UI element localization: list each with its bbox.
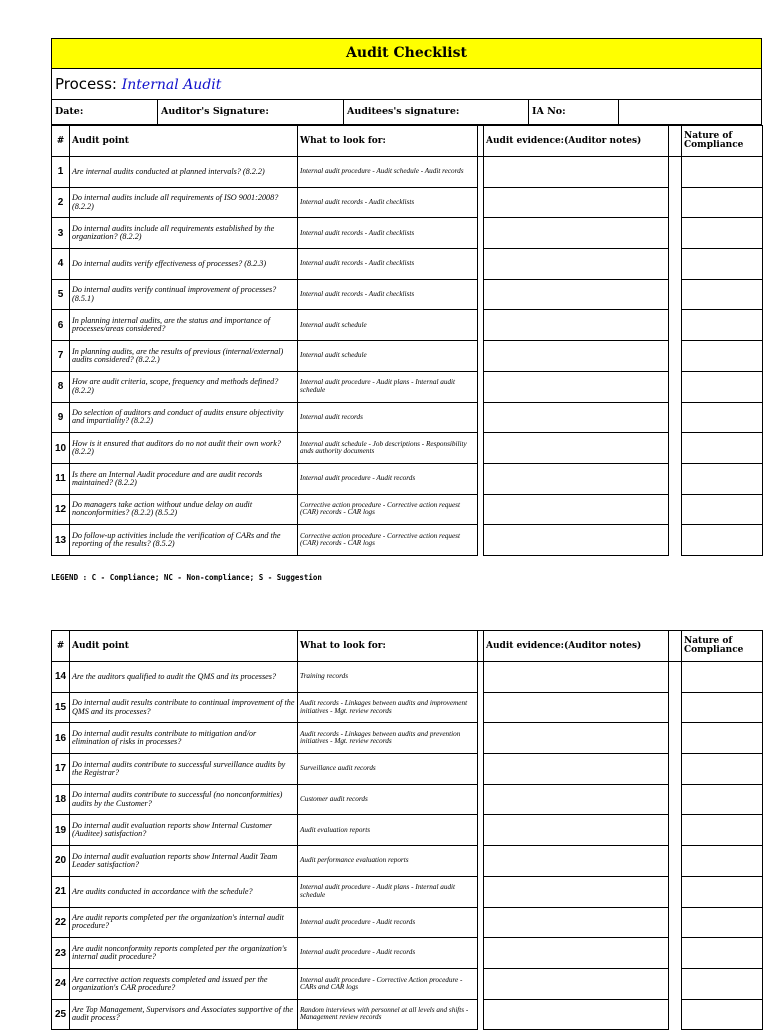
table-row bbox=[52, 876, 763, 907]
column-gap bbox=[669, 371, 682, 402]
table-row bbox=[52, 754, 763, 785]
look-for-text: Corrective action procedure - Corrective action request (CAR) records - CAR logs bbox=[298, 525, 478, 556]
audit-table-1 bbox=[51, 125, 763, 556]
row-number: 18 bbox=[52, 784, 70, 815]
audit-point-text: Do internal audits contribute to successful (no nonconformities) audits by the Customer? bbox=[70, 784, 298, 815]
compliance-cell[interactable] bbox=[682, 968, 763, 999]
compliance-cell[interactable] bbox=[682, 876, 763, 907]
row-number: 17 bbox=[52, 754, 70, 785]
row-number: 22 bbox=[52, 907, 70, 938]
table-row bbox=[52, 815, 763, 846]
compliance-cell[interactable] bbox=[682, 784, 763, 815]
look-for-text: Surveillance audit records bbox=[298, 754, 478, 785]
audit-evidence-cell[interactable] bbox=[484, 876, 669, 907]
audit-point-text: How is it ensured that auditors do no not audit their own work? (8.2.2) bbox=[70, 433, 298, 464]
compliance-cell[interactable] bbox=[682, 341, 763, 372]
col-header-look-for: What to look for: bbox=[298, 126, 478, 157]
audit-evidence-cell[interactable] bbox=[484, 371, 669, 402]
row-number: 3 bbox=[52, 218, 70, 249]
look-for-text: Corrective action procedure - Corrective action request (CAR) records - CAR logs bbox=[298, 494, 478, 525]
look-for-text: Internal audit schedule bbox=[298, 341, 478, 372]
column-gap bbox=[669, 218, 682, 249]
audit-point-text: Do internal audit evaluation reports show Internal Audit Team Leader satisfaction? bbox=[70, 846, 298, 877]
look-for-text: Audit performance evaluation reports bbox=[298, 846, 478, 877]
table-row bbox=[52, 310, 763, 341]
table-row bbox=[52, 402, 763, 433]
ia-no-value-field[interactable] bbox=[619, 100, 762, 124]
audit-point-text: In planning internal audits, are the status and importance of processes/areas considered? bbox=[70, 310, 298, 341]
audit-point-text: In planning audits, are the results of previous (internal/external) audits considered? (8.2.2.) bbox=[70, 341, 298, 372]
compliance-cell[interactable] bbox=[682, 249, 763, 280]
look-for-text: Internal audit schedule - Job descriptions - Responsibility ands authority documents bbox=[298, 433, 478, 464]
audit-evidence-cell[interactable] bbox=[484, 815, 669, 846]
column-gap bbox=[669, 463, 682, 494]
audit-point-text: Do internal audit results contribute to continual improvement of the QMS and its processes? bbox=[70, 692, 298, 723]
column-gap bbox=[669, 999, 682, 1030]
auditee-signature-field[interactable]: Auditees's signature: bbox=[344, 100, 529, 124]
column-gap bbox=[669, 126, 682, 157]
compliance-cell[interactable] bbox=[682, 938, 763, 969]
column-gap bbox=[669, 249, 682, 280]
compliance-cell[interactable] bbox=[682, 157, 763, 188]
signature-row bbox=[51, 100, 762, 125]
row-number: 15 bbox=[52, 692, 70, 723]
audit-point-text: Are audit nonconformity reports completed per the organization's internal audit procedure? bbox=[70, 938, 298, 969]
audit-point-text: Are audit reports completed per the organization's internal audit procedure? bbox=[70, 907, 298, 938]
look-for-text: Internal audit procedure - Audit records bbox=[298, 938, 478, 969]
table-row bbox=[52, 371, 763, 402]
look-for-text: Audit records - Linkages between audits and prevention initiatives - Mgt. review records bbox=[298, 723, 478, 754]
audit-point-text: Are the auditors qualified to audit the QMS and its processes? bbox=[70, 662, 298, 693]
look-for-text: Internal audit records - Audit checklists bbox=[298, 218, 478, 249]
audit-point-text: Is there an Internal Audit procedure and are audit records maintained? (8.2.2) bbox=[70, 463, 298, 494]
audit-point-text: How are audit criteria, scope, frequency and methods defined? (8.2.2) bbox=[70, 371, 298, 402]
audit-evidence-cell[interactable] bbox=[484, 279, 669, 310]
column-gap bbox=[669, 433, 682, 464]
table-header-row bbox=[52, 631, 763, 662]
audit-evidence-cell[interactable] bbox=[484, 784, 669, 815]
row-number: 7 bbox=[52, 341, 70, 372]
process-label: Process: bbox=[55, 75, 117, 93]
column-gap bbox=[669, 279, 682, 310]
audit-evidence-cell[interactable] bbox=[484, 846, 669, 877]
audit-point-text: Do internal audits verify effectiveness of processes? (8.2.3) bbox=[70, 249, 298, 280]
col-header-audit-point: Audit point bbox=[70, 126, 298, 157]
table-row bbox=[52, 662, 763, 693]
column-gap bbox=[669, 846, 682, 877]
column-gap bbox=[669, 662, 682, 693]
table-row bbox=[52, 999, 763, 1030]
row-number: 14 bbox=[52, 662, 70, 693]
compliance-cell[interactable] bbox=[682, 371, 763, 402]
row-number: 16 bbox=[52, 723, 70, 754]
column-gap bbox=[669, 968, 682, 999]
document-title: Audit Checklist bbox=[51, 38, 762, 69]
audit-evidence-cell[interactable] bbox=[484, 402, 669, 433]
audit-evidence-cell[interactable] bbox=[484, 433, 669, 464]
table-row bbox=[52, 341, 763, 372]
row-number: 1 bbox=[52, 157, 70, 188]
look-for-text: Internal audit records - Audit checklists bbox=[298, 187, 478, 218]
compliance-cell[interactable] bbox=[682, 463, 763, 494]
row-number: 2 bbox=[52, 187, 70, 218]
column-gap bbox=[669, 525, 682, 556]
look-for-text: Internal audit procedure - Audit records bbox=[298, 463, 478, 494]
compliance-cell[interactable] bbox=[682, 525, 763, 556]
look-for-text: Internal audit records bbox=[298, 402, 478, 433]
compliance-cell[interactable] bbox=[682, 433, 763, 464]
table-row bbox=[52, 279, 763, 310]
row-number: 9 bbox=[52, 402, 70, 433]
audit-point-text: Do internal audit results contribute to mitigation and/or elimination of risks in processes? bbox=[70, 723, 298, 754]
compliance-cell[interactable] bbox=[682, 187, 763, 218]
compliance-cell[interactable] bbox=[682, 815, 763, 846]
column-gap bbox=[669, 341, 682, 372]
col-header-look-for: What to look for: bbox=[298, 631, 478, 662]
row-number: 11 bbox=[52, 463, 70, 494]
look-for-text: Audit records - Linkages between audits and improvement initiatives - Mgt. review records bbox=[298, 692, 478, 723]
table-row bbox=[52, 968, 763, 999]
look-for-text: Internal audit schedule bbox=[298, 310, 478, 341]
audit-point-text: Are audits conducted in accordance with the schedule? bbox=[70, 876, 298, 907]
column-gap bbox=[669, 692, 682, 723]
column-gap bbox=[669, 938, 682, 969]
col-header-audit-point: Audit point bbox=[70, 631, 298, 662]
look-for-text: Internal audit procedure - Audit plans - Internal audit schedule bbox=[298, 876, 478, 907]
row-number: 12 bbox=[52, 494, 70, 525]
look-for-text: Internal audit records - Audit checklists bbox=[298, 249, 478, 280]
auditor-signature-field[interactable]: Auditor's Signature: bbox=[158, 100, 344, 124]
table-row bbox=[52, 784, 763, 815]
audit-evidence-cell[interactable] bbox=[484, 754, 669, 785]
look-for-text: Internal audit procedure - Corrective Action procedure - CARs and CAR logs bbox=[298, 968, 478, 999]
table-header-row bbox=[52, 126, 763, 157]
row-number: 23 bbox=[52, 938, 70, 969]
compliance-cell[interactable] bbox=[682, 846, 763, 877]
process-row bbox=[51, 69, 762, 100]
look-for-text: Internal audit records - Audit checklists bbox=[298, 279, 478, 310]
row-number: 10 bbox=[52, 433, 70, 464]
column-gap bbox=[669, 815, 682, 846]
col-header-nature: Nature of Compliance bbox=[682, 126, 763, 157]
col-header-num: # bbox=[52, 126, 70, 157]
table-row bbox=[52, 938, 763, 969]
process-value: Internal Audit bbox=[121, 77, 222, 93]
table-row bbox=[52, 525, 763, 556]
audit-point-text: Do internal audits verify continual improvement of processes? (8.5.1) bbox=[70, 279, 298, 310]
look-for-text: Internal audit procedure - Audit records bbox=[298, 907, 478, 938]
compliance-cell[interactable] bbox=[682, 310, 763, 341]
col-header-evidence: Audit evidence:(Auditor notes) bbox=[484, 631, 669, 662]
row-number: 20 bbox=[52, 846, 70, 877]
look-for-text: Customer audit records bbox=[298, 784, 478, 815]
compliance-cell[interactable] bbox=[682, 279, 763, 310]
column-gap bbox=[669, 494, 682, 525]
table-row bbox=[52, 218, 763, 249]
audit-evidence-cell[interactable] bbox=[484, 525, 669, 556]
audit-evidence-cell[interactable] bbox=[484, 662, 669, 693]
compliance-cell[interactable] bbox=[682, 723, 763, 754]
audit-point-text: Do follow-up activities include the verification of CARs and the reporting of the results? (8.5.2) bbox=[70, 525, 298, 556]
col-header-evidence: Audit evidence:(Auditor notes) bbox=[484, 126, 669, 157]
table-row bbox=[52, 433, 763, 464]
audit-evidence-cell[interactable] bbox=[484, 692, 669, 723]
row-number: 4 bbox=[52, 249, 70, 280]
column-gap bbox=[669, 310, 682, 341]
audit-evidence-cell[interactable] bbox=[484, 907, 669, 938]
column-gap bbox=[669, 723, 682, 754]
audit-evidence-cell[interactable] bbox=[484, 157, 669, 188]
row-number: 5 bbox=[52, 279, 70, 310]
look-for-text: Internal audit procedure - Audit schedule - Audit records bbox=[298, 157, 478, 188]
audit-point-text: Do selection of auditors and conduct of audits ensure objectivity and impartiality? (8.2.2) bbox=[70, 402, 298, 433]
audit-evidence-cell[interactable] bbox=[484, 999, 669, 1030]
column-gap bbox=[669, 402, 682, 433]
audit-evidence-cell[interactable] bbox=[484, 723, 669, 754]
audit-point-text: Do managers take action without undue delay on audit nonconformities? (8.2.2) (8.5.2) bbox=[70, 494, 298, 525]
compliance-cell[interactable] bbox=[682, 907, 763, 938]
table-row bbox=[52, 494, 763, 525]
date-field[interactable]: Date: bbox=[52, 100, 158, 124]
legend: LEGEND : C - Compliance; NC - Non-compliance; S - Suggestion bbox=[51, 573, 322, 582]
compliance-cell[interactable] bbox=[682, 494, 763, 525]
col-header-nature: Nature of Compliance bbox=[682, 631, 763, 662]
row-number: 25 bbox=[52, 999, 70, 1030]
audit-evidence-cell[interactable] bbox=[484, 218, 669, 249]
compliance-cell[interactable] bbox=[682, 692, 763, 723]
table-row bbox=[52, 907, 763, 938]
audit-evidence-cell[interactable] bbox=[484, 341, 669, 372]
audit-point-text: Do internal audits contribute to successful surveillance audits by the Registrar? bbox=[70, 754, 298, 785]
table-row bbox=[52, 692, 763, 723]
column-gap bbox=[669, 631, 682, 662]
look-for-text: Audit evaluation reports bbox=[298, 815, 478, 846]
audit-point-text: Are internal audits conducted at planned intervals? (8.2.2) bbox=[70, 157, 298, 188]
compliance-cell[interactable] bbox=[682, 662, 763, 693]
audit-evidence-cell[interactable] bbox=[484, 187, 669, 218]
audit-evidence-cell[interactable] bbox=[484, 494, 669, 525]
column-gap bbox=[669, 187, 682, 218]
row-number: 24 bbox=[52, 968, 70, 999]
audit-evidence-cell[interactable] bbox=[484, 968, 669, 999]
audit-point-text: Do internal audit evaluation reports show Internal Customer (Auditee) satisfaction? bbox=[70, 815, 298, 846]
column-gap bbox=[669, 157, 682, 188]
row-number: 8 bbox=[52, 371, 70, 402]
table-row bbox=[52, 157, 763, 188]
look-for-text: Training records bbox=[298, 662, 478, 693]
ia-no-field[interactable]: IA No: bbox=[529, 100, 619, 124]
compliance-cell[interactable] bbox=[682, 754, 763, 785]
column-gap bbox=[669, 754, 682, 785]
compliance-cell[interactable] bbox=[682, 402, 763, 433]
look-for-text: Internal audit procedure - Audit plans - Internal audit schedule bbox=[298, 371, 478, 402]
audit-table-2 bbox=[51, 630, 763, 1030]
column-gap bbox=[669, 876, 682, 907]
table-row bbox=[52, 463, 763, 494]
row-number: 6 bbox=[52, 310, 70, 341]
audit-evidence-cell[interactable] bbox=[484, 310, 669, 341]
row-number: 19 bbox=[52, 815, 70, 846]
audit-point-text: Are corrective action requests completed and issued per the organization's CAR procedure? bbox=[70, 968, 298, 999]
audit-point-text: Do internal audits include all requirements of ISO 9001:2008? (8.2.2) bbox=[70, 187, 298, 218]
audit-evidence-cell[interactable] bbox=[484, 249, 669, 280]
audit-point-text: Are Top Management, Supervisors and Associates supportive of the audit process? bbox=[70, 999, 298, 1030]
column-gap bbox=[669, 907, 682, 938]
table-row bbox=[52, 846, 763, 877]
look-for-text: Random interviews with personnel at all levels and shifts - Management review records bbox=[298, 999, 478, 1030]
col-header-num: # bbox=[52, 631, 70, 662]
audit-point-text: Do internal audits include all requirements established by the organization? (8.2.2) bbox=[70, 218, 298, 249]
table-row bbox=[52, 187, 763, 218]
table-row bbox=[52, 723, 763, 754]
row-number: 13 bbox=[52, 525, 70, 556]
audit-evidence-cell[interactable] bbox=[484, 463, 669, 494]
column-gap bbox=[669, 784, 682, 815]
table-row bbox=[52, 249, 763, 280]
compliance-cell[interactable] bbox=[682, 218, 763, 249]
audit-evidence-cell[interactable] bbox=[484, 938, 669, 969]
compliance-cell[interactable] bbox=[682, 999, 763, 1030]
row-number: 21 bbox=[52, 876, 70, 907]
